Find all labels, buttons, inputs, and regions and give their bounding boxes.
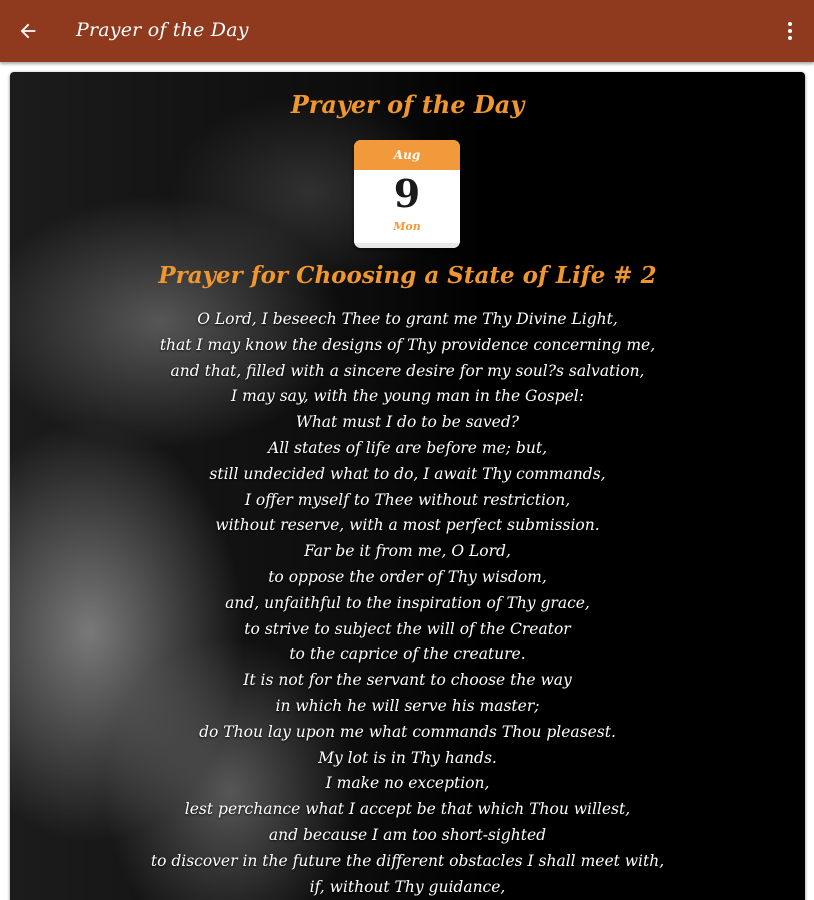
calendar-divider [354,243,460,248]
prayer-line: to discover in the future the different obstacles I shall meet with, [150,851,665,870]
calendar-month: Aug [354,140,460,170]
prayer-line: O Lord, I beseech Thee to grant me Thy Divine Light, [197,310,618,328]
arrow-back-icon [17,20,39,42]
prayer-title: Prayer for Choosing a State of Life # 2 [158,262,657,289]
back-button[interactable] [12,15,44,47]
prayer-line: that I may know the designs of Thy providence concerning me, [159,335,656,354]
more-vert-icon [788,22,792,26]
appbar-title: Prayer of the Day [76,19,249,41]
prayer-line: All states of life are before me; but, [268,438,547,457]
calendar-weekday: Mon [393,220,421,233]
prayer-line: I offer myself to Thee without restriction, [244,490,571,509]
prayer-line: to the caprice of the creature. [289,645,526,664]
prayer-line: to oppose the order of Thy wisdom, [268,567,547,586]
prayer-line: in which he will serve his master; [275,696,540,715]
prayer-line: without reserve, with a most perfect submission. [215,516,600,535]
more-options-button[interactable] [778,15,802,47]
calendar-badge [354,140,460,248]
prayer-line: and that, filled with a sincere desire for my soul?s salvation, [170,361,645,380]
prayer-line: It is not for the servant to choose the way [243,671,572,690]
prayer-line: and because I am too short-sighted [268,825,547,844]
prayer-line: lest perchance what I accept be that which Thou willest, [184,800,631,819]
prayer-line: and, unfaithful to the inspiration of Thy grace, [225,593,590,612]
prayer-line: if, without Thy guidance, [309,877,506,896]
prayer-line: My lot is in Thy hands. [318,748,497,767]
prayer-line: I make no exception, [325,774,490,793]
prayer-line: do Thou lay upon me what commands Thou pleasest. [199,722,616,741]
prayer-line: What must I do to be saved? [295,413,520,432]
prayer-card [10,72,805,900]
card-heading: Prayer of the Day [290,90,525,119]
prayer-line: I may say, with the young man in the Gospel: [231,387,584,406]
prayer-line: still undecided what to do, I await Thy commands, [209,464,606,483]
prayer-line: to strive to subject the will of the Creator [244,619,571,638]
prayer-text [10,307,805,900]
prayer-line: Far be it from me, O Lord, [304,542,511,561]
calendar-day: 9 [393,171,421,216]
app-bar [0,0,814,62]
